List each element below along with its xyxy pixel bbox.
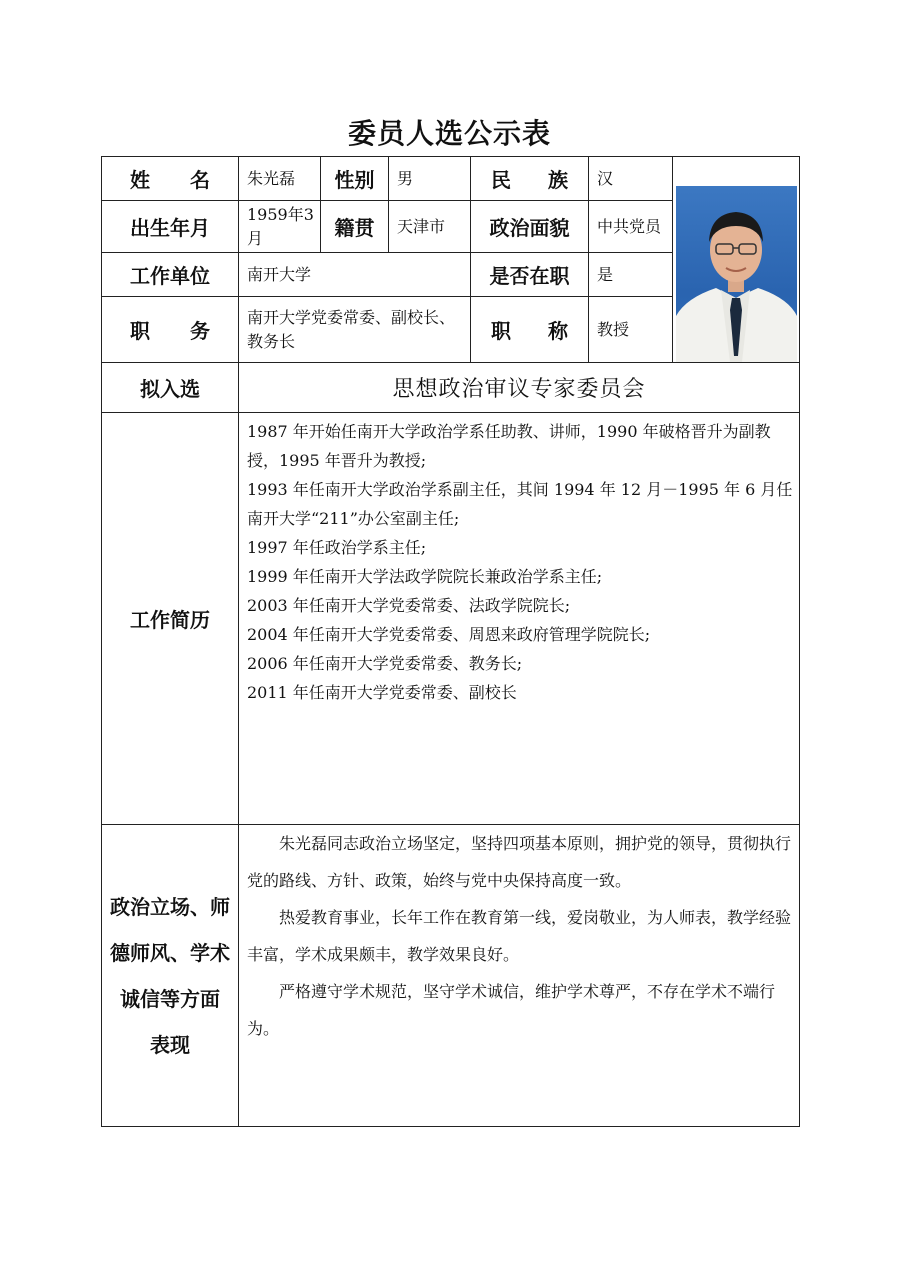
native-place-label: 籍贯	[321, 201, 389, 253]
ethnicity-label: 民 族	[471, 157, 589, 201]
history-line: 1997 年任政治学系主任;	[247, 538, 427, 557]
conduct-content	[239, 825, 800, 1127]
ethnicity-value: 汉	[589, 157, 673, 201]
birth-label: 出生年月	[102, 201, 239, 253]
history-line: 2004 年任南开大学党委常委、周恩来政府管理学院院长;	[247, 625, 651, 644]
conduct-label: 政治立场、师 德师风、学术 诚信等方面 表现	[102, 825, 239, 1127]
history-line: 2011 年任南开大学党委常委、副校长	[247, 683, 517, 702]
history-line: 2006 年任南开大学党委常委、教务长;	[247, 654, 523, 673]
nominee-value: 思想政治审议专家委员会	[239, 363, 800, 413]
nominee-label: 拟入选	[102, 363, 239, 413]
in-service-label: 是否在职	[471, 253, 589, 297]
page-title: 委员人选公示表	[347, 117, 551, 150]
title-rank-value: 教授	[589, 297, 673, 363]
portrait-photo	[676, 186, 797, 362]
conduct-paragraph: 热爱教育事业，长年工作在教育第一线，爱岗敬业，为人师表，教学经验丰富，学术成果颇丰，教学效果良好。	[247, 908, 792, 964]
title-rank-label: 职 称	[471, 297, 589, 363]
work-unit-value: 南开大学	[239, 253, 471, 297]
conduct-paragraph: 朱光磊同志政治立场坚定，坚持四项基本原则，拥护党的领导，贯彻执行党的路线、方针、政策，始终与党中央保持高度一致。	[247, 834, 792, 890]
history-line: 1987 年开始任南开大学政治学系任助教、讲师，1990 年破格晋升为副教授，1995 年晋升为教授;	[247, 422, 771, 470]
portrait-image	[676, 186, 797, 362]
work-history-content	[239, 413, 800, 825]
work-history-label: 工作简历	[102, 413, 239, 825]
birth-value: 1959年3月	[239, 201, 321, 253]
conduct-paragraph: 严格遵守学术规范，坚守学术诚信，维护学术尊严，不存在学术不端行为。	[247, 982, 776, 1038]
history-line: 1999 年任南开大学法政学院院长兼政治学系主任;	[247, 567, 603, 586]
native-place-value: 天津市	[389, 201, 471, 253]
history-line: 2003 年任南开大学党委常委、法政学院院长;	[247, 596, 571, 615]
gender-label: 性别	[321, 157, 389, 201]
work-unit-label: 工作单位	[102, 253, 239, 297]
position-value: 南开大学党委常委、副校长、教务长	[239, 297, 471, 363]
portrait-photo-cell	[673, 157, 800, 363]
gender-value: 男	[389, 157, 471, 201]
political-status-value: 中共党员	[589, 201, 673, 253]
history-line: 1993 年任南开大学政治学系副主任，其间 1994 年 12 月－1995 年 6 月任南开大学“211”办公室副主任;	[247, 480, 793, 528]
name-label: 姓 名	[102, 157, 239, 201]
political-status-label: 政治面貌	[471, 201, 589, 253]
in-service-value: 是	[589, 253, 673, 297]
name-value: 朱光磊	[239, 157, 321, 201]
position-label: 职 务	[102, 297, 239, 363]
candidate-form-table	[101, 156, 800, 1127]
